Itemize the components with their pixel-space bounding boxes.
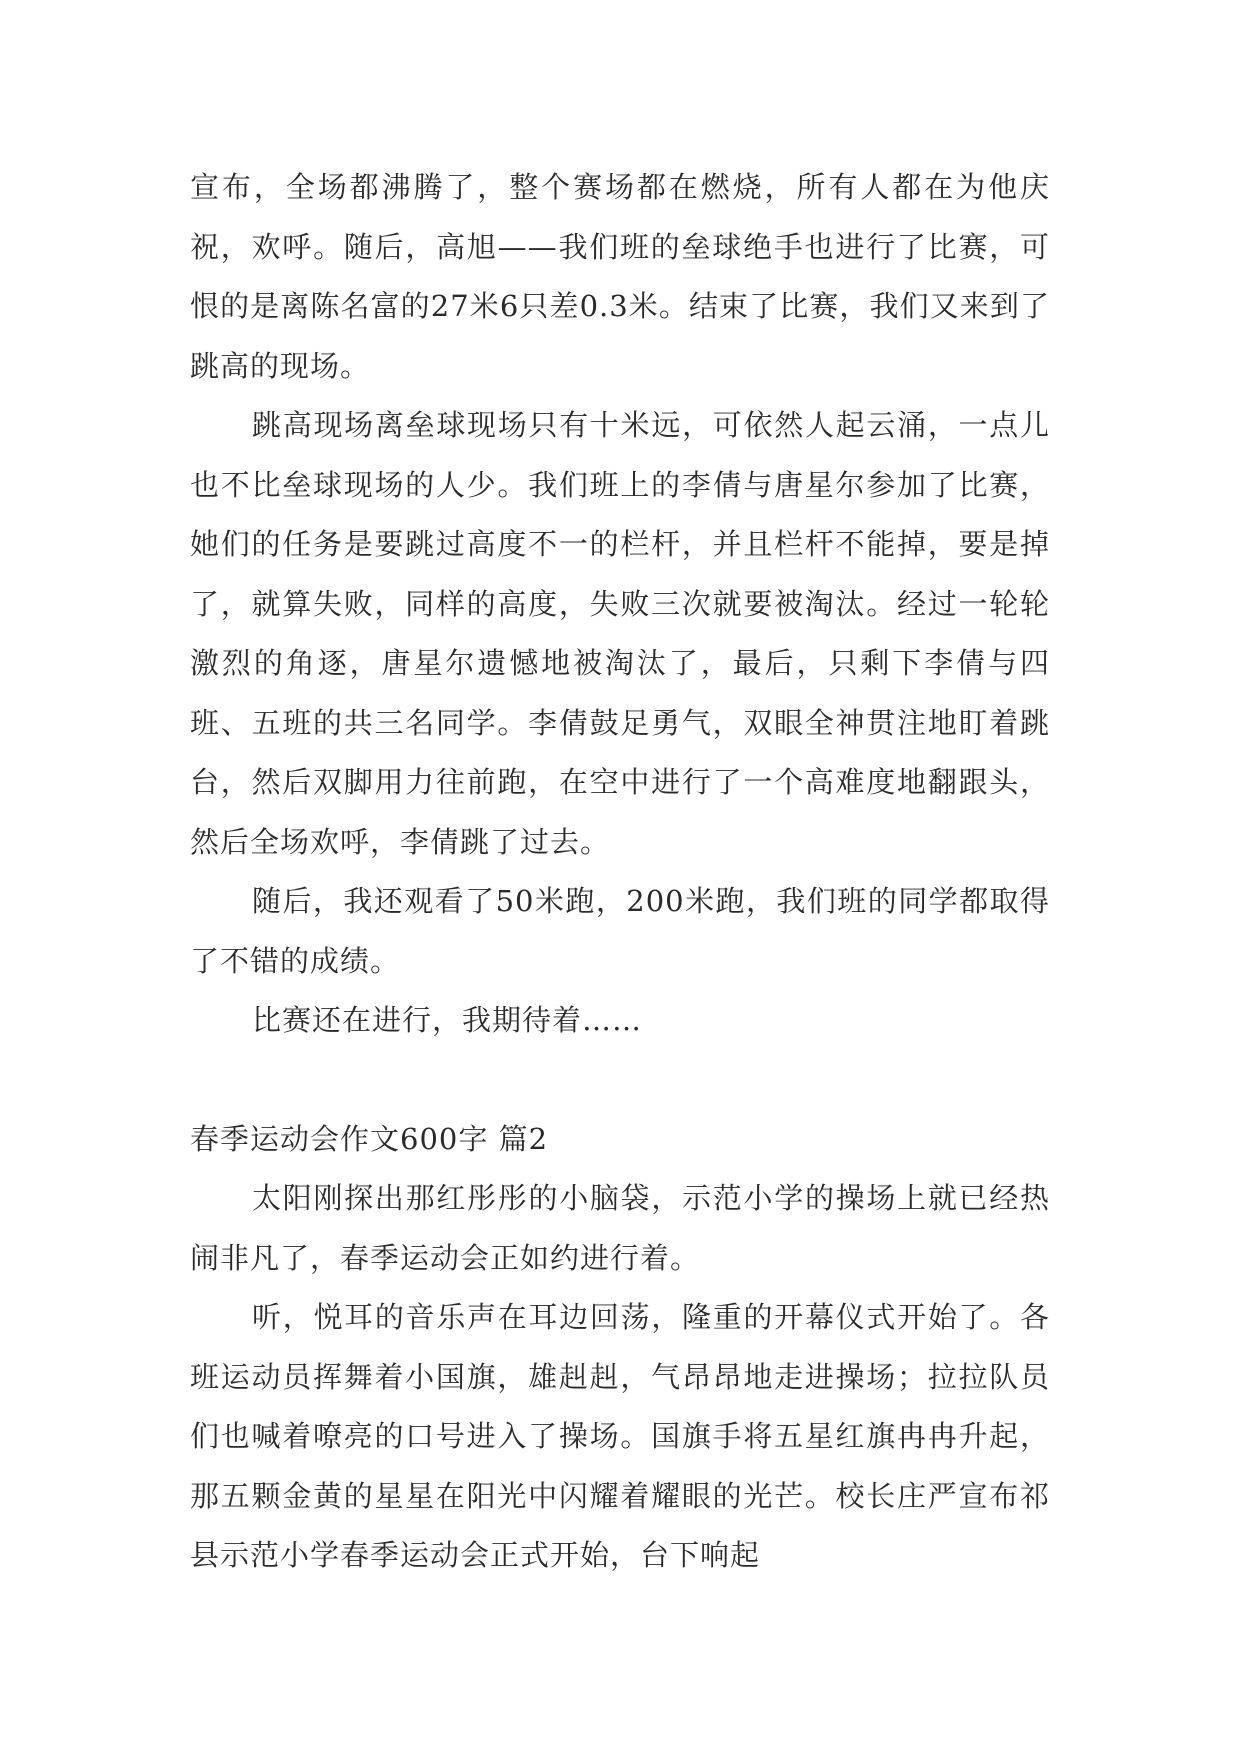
paragraph-high-jump: 跳高现场离垒球现场只有十米远，可依然人起云涌，一点儿也不比垒球现场的人少。我们班上的李倩与唐星尔参加了比赛，她们的任务是要跳过高度不一的栏杆，并且栏杆不能掉，要是掉了，就算失败，同样的高度，失败三次就要被淘汰。经过一轮轮激烈的角逐，唐星尔遗憾地被淘汰了，最后，只剩下李倩与四班、五班的共三名同学。李倩鼓足勇气，双眼全神贯注地盯着跳台，然后双脚用力往前跑，在空中进行了一个高难度地翻跟头，然后全场欢呼，李倩跳了过去。 <box>190 408 1050 859</box>
paragraph-opening-ceremony: 听，悦耳的音乐声在耳边回荡，隆重的开幕仪式开始了。各班运动员挥舞着小国旗，雄赳赳，气昂昂地走进操场；拉拉队员们也喊着嘹亮的口号进入了操场。国旗手将五星红旗冉冉升起，那五颗金黄的星星在阳光中闪耀着耀眼的光芒。校长庄严宣布祁县示范小学春季运动会正式开始，台下响起 <box>190 1300 1050 1572</box>
document-body <box>190 158 1050 1586</box>
paragraph-ending: 比赛还在进行，我期待着…… <box>252 1003 643 1037</box>
paragraph-continued: 宣布，全场都沸腾了，整个赛场都在燃烧，所有人都在为他庆祝，欢呼。随后，高旭——我们班的垒球绝手也进行了比赛，可恨的是离陈名富的27米6只差0.3米。结束了比赛，我们又来到了跳高的现场。 <box>190 170 1050 383</box>
section-spacer <box>190 1051 1050 1110</box>
section-heading: 春季运动会作文600字 篇2 <box>190 1121 549 1156</box>
paragraph-running: 随后，我还观看了50米跑，200米跑，我们班的同学都取得了不错的成绩。 <box>190 884 1050 978</box>
paragraph-morning: 太阳刚探出那红彤彤的小脑袋，示范小学的操场上就已经热闹非凡了，春季运动会正如约进行着。 <box>190 1181 1050 1275</box>
